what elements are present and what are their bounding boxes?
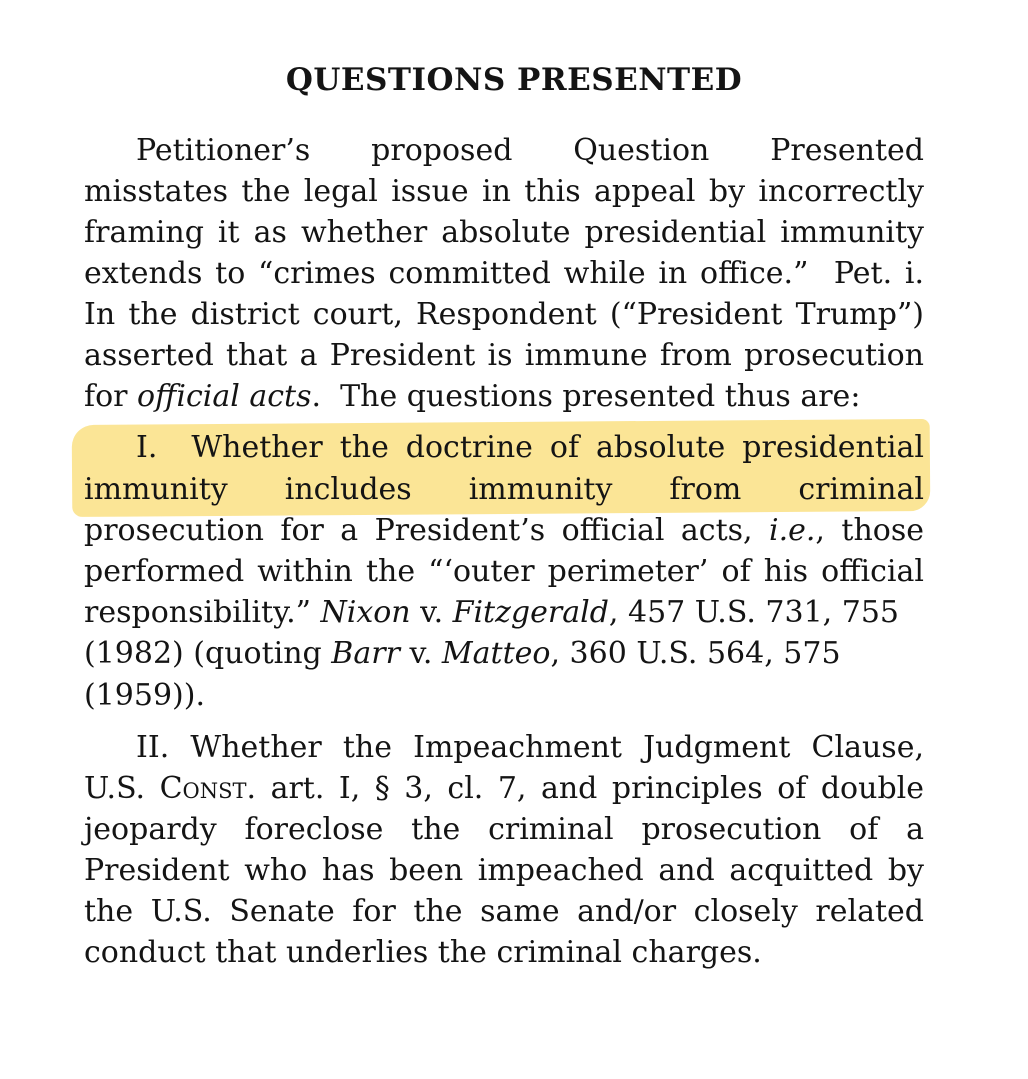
q1-line-3: prosecution for a President’s official acts, i.e., those (84, 513, 924, 548)
intro-line-3: framing it as whether absolute presidential immunity (84, 215, 924, 250)
q1-line-4: performed within the “‘outer perimeter’ of his official (84, 554, 924, 589)
q2-line-6: conduct that underlies the criminal charges. (84, 935, 762, 970)
q1-line-6: (1982) (quoting Barr v. Matteo, 360 U.S. 564, 575 (84, 636, 841, 671)
q1-line-1: I. Whether the doctrine of absolute presidential (136, 430, 924, 465)
q1-line-7: (1959)). (84, 678, 205, 713)
page-title: QUESTIONS PRESENTED (285, 62, 743, 98)
intro-line-5: In the district court, Respondent (“President Trump”) (84, 297, 924, 332)
q1-line-5: responsibility.” Nixon v. Fitzgerald, 457 U.S. 731, 755 (84, 595, 899, 630)
intro-line-2: misstates the legal issue in this appeal by incorrectly (84, 174, 924, 209)
q1-line-2: immunity includes immunity from criminal (84, 472, 924, 507)
q2-line-1: II. Whether the Impeachment Judgment Clause, (136, 730, 924, 765)
q2-line-5: the U.S. Senate for the same and/or closely related (84, 894, 924, 929)
q2-line-2: U.S. Const. art. I, § 3, cl. 7, and principles of double (84, 771, 924, 806)
intro-line-4: extends to “crimes committed while in office.” Pet. i. (84, 256, 924, 291)
intro-line-6: asserted that a President is immune from prosecution (84, 338, 924, 373)
intro-line-7: for official acts. The questions presented thus are: (84, 379, 861, 414)
q2-line-3: jeopardy foreclose the criminal prosecution of a (84, 812, 924, 847)
q2-line-4: President who has been impeached and acquitted by (84, 853, 924, 888)
intro-line-1: Petitioner’s proposed Question Presented (136, 133, 924, 168)
